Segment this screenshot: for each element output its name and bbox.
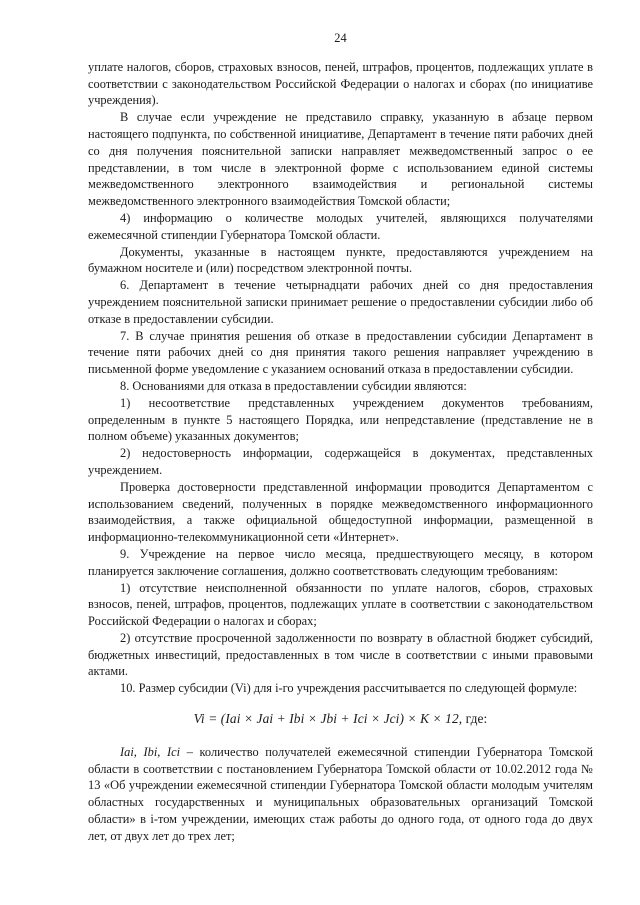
paragraph: 9. Учреждение на первое число месяца, предшествующего месяцу, в котором планируется заключение соглашения, должно соответствовать следующим требованиям:: [88, 546, 593, 578]
paragraph: 2) недостоверность информации, содержащейся в документах, представленных учреждением.: [88, 446, 593, 477]
paragraph: 7. В случае принятия решения об отказе в предоставлении субсидии Департамент в течение пяти рабочих дней со дня принятия такого решения направляет учреждению в письменной форме уведомление с указанием оснований отказа в предоставлении субсидии.: [88, 328, 593, 377]
page-number: 24: [334, 31, 347, 45]
paragraph: 2) отсутствие просроченной задолженности по возврату в областной бюджет субсидий, бюджетных инвестиций, предоставленных в том числе в соответствии с иными правовыми актами.: [88, 630, 593, 679]
definition-text: – количество получателей ежемесячной стипендии Губернатора Томской области в соответствии с постановлением Губернатора Томской области от 10.02.2012 года № 13 «Об учреждении ежемесячной стипендии Губернатора Томской области молодым учителям областных государственных и муниципальных образовательных организаций Томской области» в i-том учреждении, имеющих стаж работы до одного года, от одного года до двух лет, от двух лет до трех лет;: [88, 744, 593, 843]
paragraph: Документы, указанные в настоящем пункте, предоставляются учреждением на бумажном носителе и (или) посредством электронной почты.: [88, 244, 593, 276]
formula-suffix: где:: [465, 711, 488, 727]
definition-paragraph: [88, 744, 593, 845]
definition-symbols: Iai, Ibi, Ici: [120, 744, 181, 759]
paragraph: 6. Департамент в течение четырнадцати рабочих дней со дня предоставления учреждением пояснительной записки принимает решение о предоставлении субсидии либо об отказе в предоставлении субсидии.: [88, 278, 593, 326]
paragraph: уплате налогов, сборов, страховых взносов, пеней, штрафов, процентов, подлежащих уплате в соответствии с законодательством Российской Федерации о налогах и сборах (по инициативе учреждения).: [88, 59, 593, 108]
paragraph: 10. Размер субсидии (Vi) для i-го учреждения рассчитывается по следующей формуле:: [120, 681, 578, 696]
paragraph: 1) несоответствие представленных учреждением документов требованиям, определенным в пункте 5 настоящего Порядка, или непредставление (представление не в полном объеме) указанных документов;: [88, 395, 593, 444]
paragraph: Проверка достоверности представленной информации проводится Департаментом с использованием сведений, полученных в порядке межведомственного информационного взаимодействия, а также официальной общедоступной информации, размещенной в информационно-телекоммуникационной сети «Интернет».: [88, 479, 593, 545]
document-body: [88, 59, 593, 845]
paragraph: В случае если учреждение не представило справку, указанную в абзаце первом настоящего подпункта, по собственной инициативе, Департамент в течение пяти рабочих дней со дня получения пояснительной записки направляет межведомственный запрос о ее представлении, в том числе в электронной форме с использованием единой системы межведомственного электронного взаимодействия и региональной системы межведомственного электронного взаимодействия Томской области;: [88, 110, 593, 209]
formula-expression: Vi = (Iai × Jai + Ibi × Jbi + Ici × Jci) × K × 12,: [193, 711, 463, 727]
subsidy-formula: [88, 711, 593, 728]
paragraph: 8. Основаниями для отказа в предоставлении субсидии являются:: [120, 378, 467, 393]
paragraph: 1) отсутствие неисполненной обязанности по уплате налогов, сборов, страховых взносов, пеней, штрафов, процентов, подлежащих уплате в соответствии с законодательством Российской Федерации о налогах и сборах;: [88, 580, 593, 629]
paragraph: 4) информацию о количестве молодых учителей, являющихся получателями ежемесячной стипендии Губернатора Томской области.: [88, 210, 593, 242]
